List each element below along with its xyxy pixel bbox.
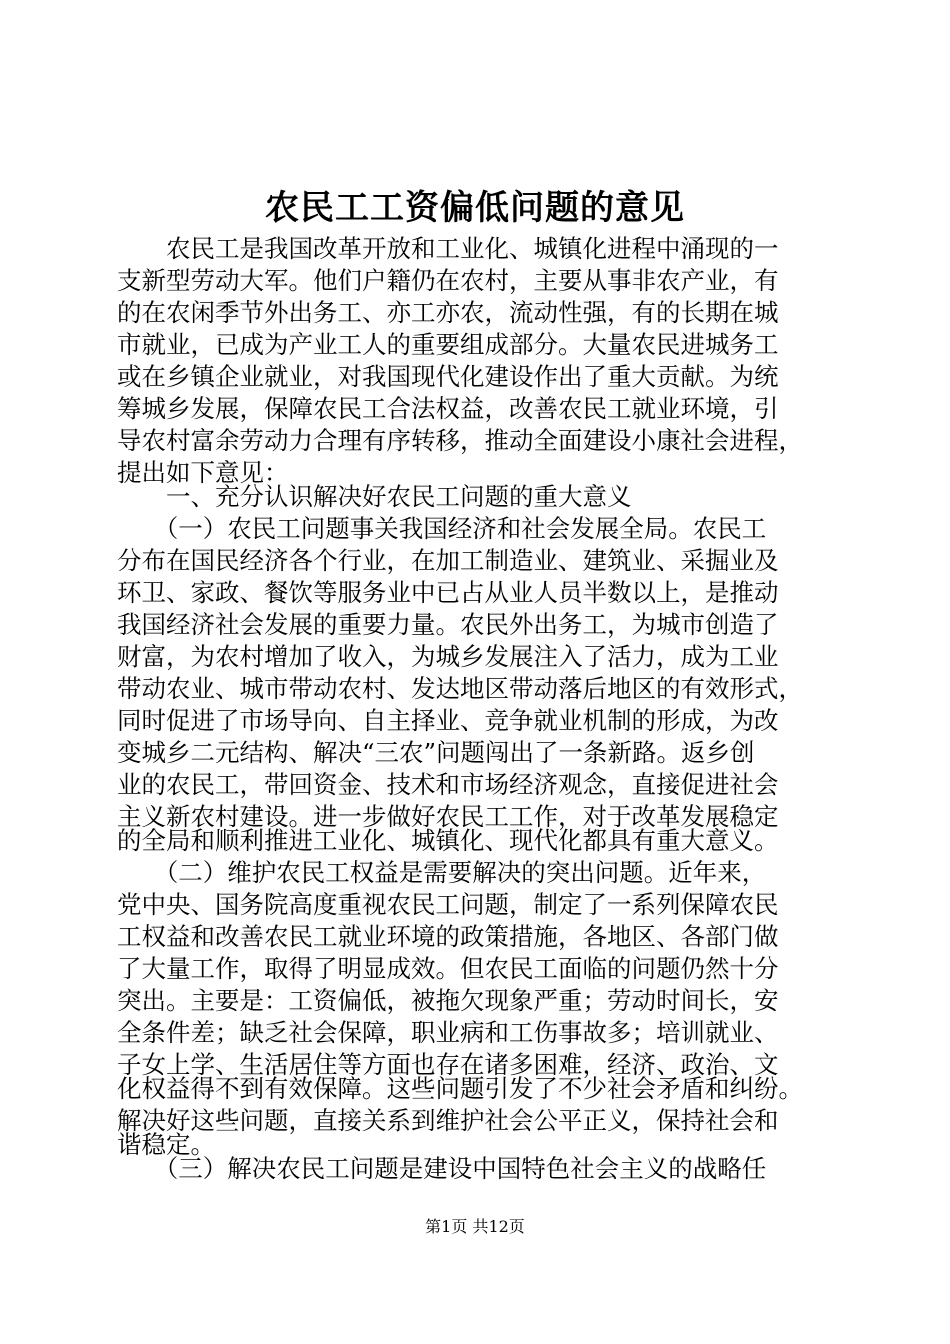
body-line: （三）解决农民工问题是建设中国特色社会主义的战略任 <box>117 1154 767 1183</box>
body-line: 财富，为农村增加了收入，为城乡发展注入了活力，成为工业 <box>117 642 779 671</box>
body-line: 的全局和顺利推进工业化、城镇化、现代化都具有重大意义。 <box>117 826 779 855</box>
body-line: 的在农闲季节外出务工、亦工亦农，流动性强，有的长期在城 <box>117 298 779 327</box>
body-line: （二）维护农民工权益是需要解决的突出问题。近年来， <box>117 858 767 887</box>
body-line: 业的农民工，带回资金、技术和市场经济观念，直接促进社会 <box>117 770 779 799</box>
body-line: 变城乡二元结构、解决“三农”问题闯出了一条新路。返乡创 <box>117 738 755 767</box>
body-line: 农民工是我国改革开放和工业化、城镇化进程中涌现的一 <box>117 234 779 263</box>
body-line: （一）农民工问题事关我国经济和社会发展全局。农民工 <box>117 514 767 543</box>
body-line: 化权益得不到有效保障。这些问题引发了不少社会矛盾和纠纷。 <box>117 1074 803 1103</box>
body-line: 工权益和改善农民工就业环境的政策措施，各地区、各部门做 <box>117 922 779 951</box>
body-line: 党中央、国务院高度重视农民工问题，制定了一系列保障农民 <box>117 890 779 919</box>
body-line: 我国经济社会发展的重要力量。农民外出务工，为城市创造了 <box>117 610 779 639</box>
section-heading: 一、充分认识解决好农民工问题的重大意义 <box>117 482 632 511</box>
body-line: 支新型劳动大军。他们户籍仍在农村，主要从事非农产业，有 <box>117 266 779 295</box>
body-line: 环卫、家政、餐饮等服务业中已占从业人员半数以上，是推动 <box>117 578 779 607</box>
body-line: 同时促进了市场导向、自主择业、竞争就业机制的形成，为改 <box>117 706 779 735</box>
body-line: 全条件差；缺乏社会保障，职业病和工伤事故多；培训就业、 <box>117 1018 779 1047</box>
body-line: 导农村富余劳动力合理有序转移，推动全面建设小康社会进程， <box>117 426 803 455</box>
body-line: 突出。主要是：工资偏低，被拖欠现象严重；劳动时间长，安 <box>117 986 779 1015</box>
body-line: 主义新农村建设。进一步做好农民工工作，对于改革发展稳定 <box>117 802 779 831</box>
page-number: 第1页 共12页 <box>425 1217 525 1236</box>
body-line: 提出如下意见： <box>117 458 289 487</box>
body-line: 市就业，已成为产业工人的重要组成部分。大量农民进城务工 <box>117 330 779 359</box>
body-line: 了大量工作，取得了明显成效。但农民工面临的问题仍然十分 <box>117 954 779 983</box>
body-line: 筹城乡发展，保障农民工合法权益，改善农民工就业环境，引 <box>117 394 779 423</box>
body-line: 解决好这些问题，直接关系到维护社会公平正义，保持社会和 <box>117 1106 779 1135</box>
body-line: 谐稳定。 <box>117 1130 215 1159</box>
body-line: 分布在国民经济各个行业，在加工制造业、建筑业、采掘业及 <box>117 546 779 575</box>
body-line: 带动农业、城市带动农村、发达地区带动落后地区的有效形式， <box>117 674 803 703</box>
body-line: 子女上学、生活居住等方面也存在诸多困难，经济、政治、文 <box>117 1050 779 1079</box>
document-title: 农民工工资偏低问题的意见 <box>265 188 685 228</box>
body-line: 或在乡镇企业就业，对我国现代化建设作出了重大贡献。为统 <box>117 362 779 391</box>
